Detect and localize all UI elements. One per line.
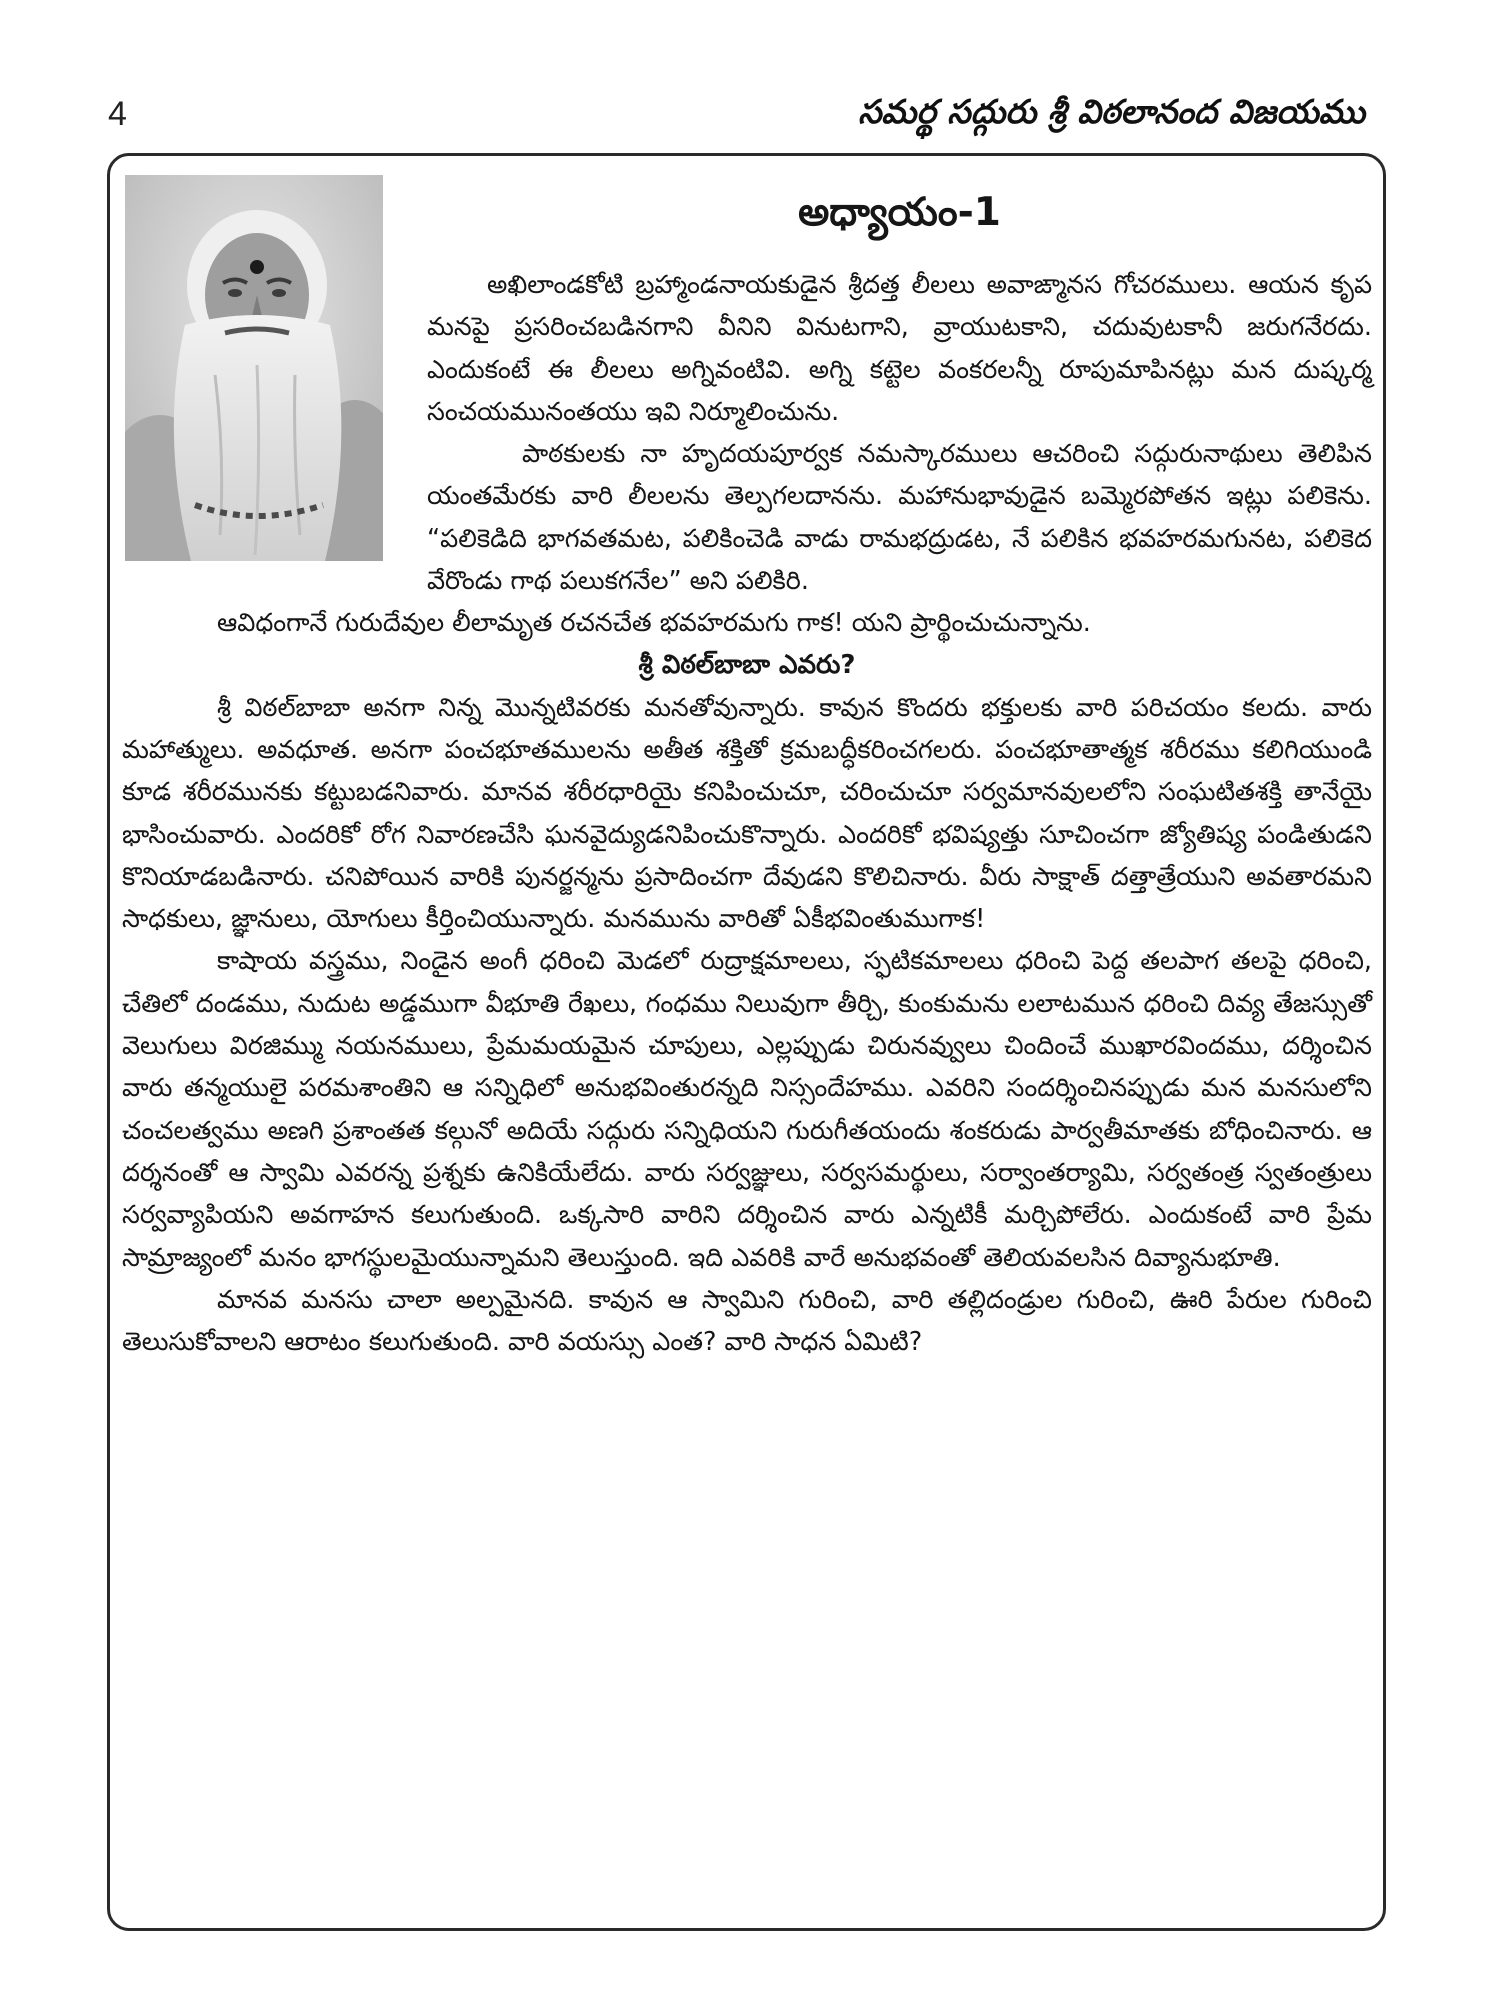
portrait-spacer (122, 180, 427, 565)
intro-paragraph-2: పాఠకులకు నా హృదయపూర్వక నమస్కారములు ఆచరించి సద్గురునాథులు తెలిపిన యంతమేరకు వారి లీలలను తెల్పగలదానను. మహానుభావుడైన బమ్మెరపోతన ఇట్లు పలికెను. “పలికెడిది భాగవతమట, పలికించెడి వాడు రామభద్రుడట, నే పలికిన భవహరమగునట, పలికెద వేరొండు గాథ పలుకగనేల” అని పలికిరి. (427, 438, 1372, 596)
body-paragraph-3: మానవ మనసు చాలా అల్పమైనది. కావున ఆ స్వామిని గురించి, వారి తల్లిదండ్రుల గురించి, ఊరి పేరుల గురించి తెలుసుకోవాలని ఆరాటం కలుగుతుంది. వారి వయస్సు ఎంత? వారి సాధన ఏమిటి? (122, 1283, 1372, 1357)
page-number: 4 (108, 95, 127, 133)
chapter-title: అధ్యాయం-1 (798, 190, 1001, 235)
section-heading: శ్రీ విఠల్‌బాబా ఎవరు? (638, 649, 856, 680)
intro-paragraph-3: ఆవిధంగానే గురుదేవుల లీలామృత రచనచేత భవహరమగు గాక! యని ప్రార్థించుచున్నాను. (217, 607, 1091, 638)
intro-paragraph-1: అఖిలాండకోటి బ్రహ్మాండనాయకుడైన శ్రీదత్త లీలలు అవాఙ్మానస గోచరములు. ఆయన కృప మనపై ప్రసరించబడినగాని వీనిని వినుటగాని, వ్రాయుటకాని, చదువుటకానీ జరుగనేరదు. ఎందుకంటే ఈ లీలలు అగ్నివంటివి. అగ్ని కట్టెల వంకరలన్నీ రూపుమాపినట్లు మన దుష్కర్మ సంచయమునంతయు ఇవి నిర్మూలించును. (427, 269, 1372, 426)
running-header-book-title: సమర్థ సద్గురు శ్రీ విఠలానంద విజయము (858, 92, 1365, 131)
chapter-content (122, 180, 1372, 1362)
body-paragraph-2: కాషాయ వస్త్రము, నిండైన అంగీ ధరించి మెడలో రుద్రాక్షమాలలు, స్ఫటికమాలలు ధరించి పెద్ద తలపాగ తలపై ధరించి, చేతిలో దండము, నుదుట అడ్డముగా వీభూతి రేఖలు, గంధము నిలువుగా తీర్చి, కుంకుమను లలాటమున ధరించి దివ్య తేజస్సుతో వెలుగులు విరజిమ్ము నయనములు, ప్రేమమయమైన చూపులు, ఎల్లప్పుడు చిరునవ్వులు చిందించే ముఖారవిందము, దర్శించిన వారు తన్మయులై పరమశాంతిని ఆ సన్నిధిలో అనుభవింతురన్నది నిస్సందేహము. ఎవరిని సందర్శించినప్పుడు మన మనసులోని చంచలత్వము అణగి ప్రశాంతత కల్గునో అదియే సద్గురు సన్నిధియని గురుగీతయందు శంకరుడు పార్వతీమాతకు బోధించినారు. ఆ దర్శనంతో ఆ స్వామి ఎవరన్న ప్రశ్నకు ఉనికియేలేదు. వారు సర్వజ్ఞులు, సర్వసమర్థులు, సర్వాంతర్యామి, సర్వతంత్ర స్వతంత్రులు సర్వవ్యాపియని అవగాహన కలుగుతుంది. ఒక్కసారి వారిని దర్శించిన వారు ఎన్నటికీ మర్చిపోలేరు. ఎందుకంటే వారి ప్రేమ సామ్రాజ్యంలో మనం భాగస్థులమైయున్నామని తెలుస్తుంది. ఇది ఎవరికి వారే అనుభవంతో తెలియవలసిన దివ్యానుభూతి. (122, 945, 1372, 1272)
body-paragraph-1: శ్రీ విఠల్‌బాబా అనగా నిన్న మొన్నటివరకు మనతోవున్నారు. కావున కొందరు భక్తులకు వారి పరిచయం కలదు. వారు మహాత్ములు. అవధూత. అనగా పంచభూతములను అతీత శక్తితో క్రమబద్ధీకరించగలరు. పంచభూతాత్మక శరీరము కలిగియుండి కూడ శరీరమునకు కట్టుబడనివారు. మానవ శరీరధారియై కనిపించుచూ, చరించుచూ సర్వమానవులలోని సంఘటితశక్తి తానేయై భాసించువారు. ఎందరికో రోగ నివారణచేసి ఘనవైద్యుడనిపించుకొన్నారు. ఎందరికో భవిష్యత్తు సూచించగా జ్యోతిష్య పండితుడని కొనియాడబడినారు. చనిపోయిన వారికి పునర్జన్మను ప్రసాదించగా దేవుడని కొలిచినారు. వీరు సాక్షాత్ దత్తాత్రేయుని అవతారమని సాధకులు, జ్ఞానులు, యోగులు కీర్తించియున్నారు. మనమును వారితో ఏకీభవింతుముగాక! (122, 691, 1372, 934)
